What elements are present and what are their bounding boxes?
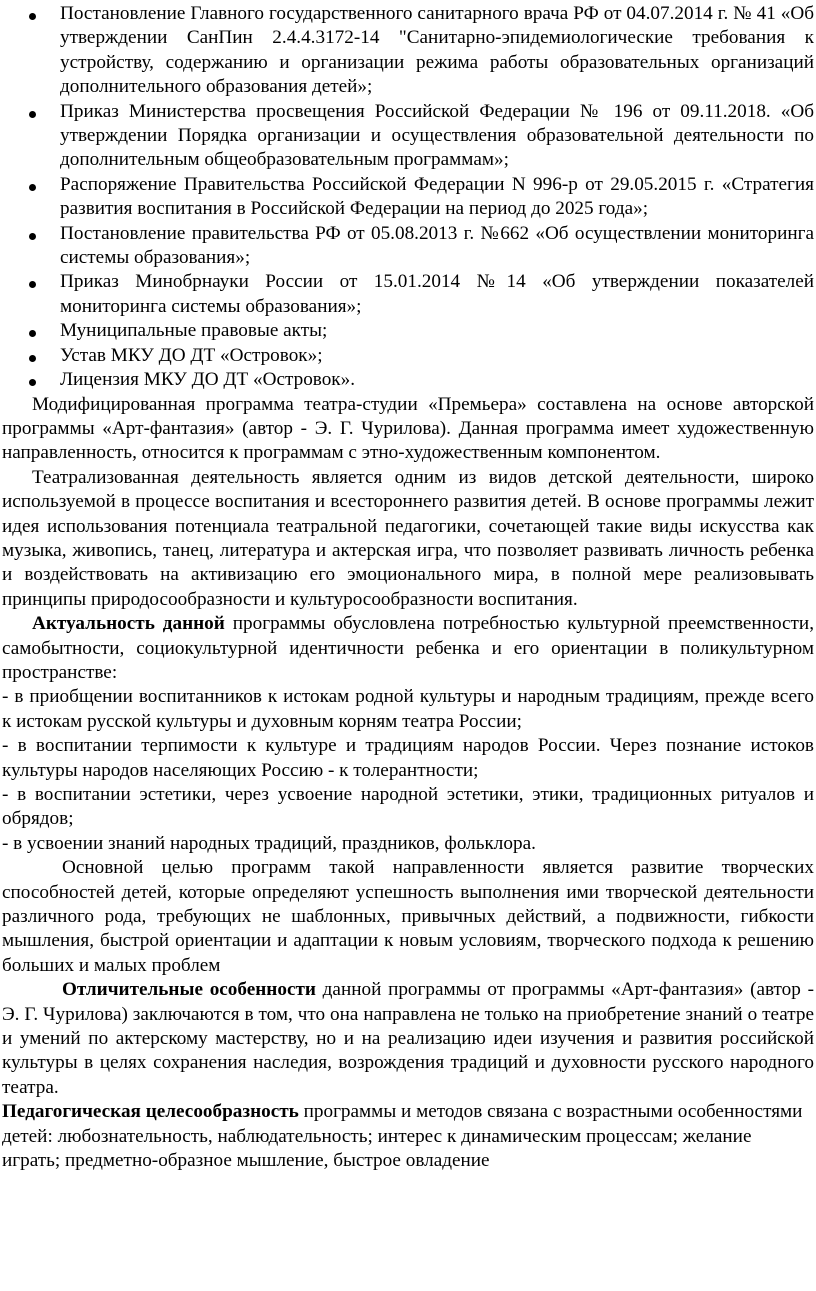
- list-item-text: Приказ Министерства просвещения Российской Федерации № 196 от 09.11.2018. «Об утверждении Порядка организации и осуществления образовательной деятельности по дополнительным общеобразовательным программам»;: [60, 100, 814, 171]
- relevance-text: программы обусловлена потребностью культурной преемственности, самобытности, социокультурной идентичности ребенка и его ориентации в поликультурном пространстве:: [2, 613, 814, 683]
- goal-paragraph: Основной целью программ такой направленности является развитие творческих способностей детей, которые определяют успешность выполнения ими творческой деятельности различного рода, требующих не шаблонных, привычных действий, а подвижности, гибкости мышления, быстрой ориентации и адаптации к новым условиям, творческого подхода к решению больших и малых проблем: [2, 857, 814, 976]
- dash-item: - в усвоении знаний народных традиций, праздников, фольклора.: [2, 832, 536, 854]
- dash-item: - в воспитании эстетики, через усвоение народной эстетики, этики, традиционных ритуалов и обрядов;: [2, 784, 814, 830]
- list-item: [0, 368, 816, 392]
- intro-paragraph: Модифицированная программа театра-студии «Премьера» составлена на основе авторской программы «Арт-фантазия» (автор - Э. Г. Чурилова). Данная программа имеет художественную направленность, относится к программам с этно-художественным компонентом.: [2, 393, 814, 464]
- bullet-icon: [29, 355, 36, 362]
- bullet-icon: [29, 330, 36, 337]
- relevance-paragraph: [0, 612, 816, 685]
- pedagogical-heading: Педагогическая целесообразность: [2, 1101, 299, 1123]
- dash-item: - в приобщении воспитанников к истокам родной культуры и народным традициям, прежде всего к истокам русской культуры и духовным корням театра России;: [2, 686, 814, 732]
- list-item-text: Лицензия МКУ ДО ДТ «Островок».: [60, 369, 356, 391]
- bullet-icon: [29, 281, 36, 288]
- document-body: [0, 2, 816, 1174]
- dash-item: - в воспитании терпимости к культуре и традициям народов России. Через познание истоков культуры народов населяющих Россию - к толерантности;: [2, 735, 814, 781]
- list-item-text: Постановление Главного государственного санитарного врача РФ от 04.07.2014 г. № 41 «Об утверждении СанПин 2.4.4.3172-14 "Санитарно-эпидемиологические требования к устройству, содержанию и организации режима работы образовательных организаций дополнительного образования детей»;: [60, 3, 814, 98]
- relevance-heading: Актуальность данной: [32, 613, 225, 635]
- list-item: [0, 270, 816, 319]
- bullet-icon: [29, 379, 36, 386]
- list-item-text: Устав МКУ ДО ДТ «Островок»;: [60, 344, 323, 366]
- list-item-text: Приказ Минобрнауки России от 15.01.2014 №14 «Об утверждении показателей мониторинга системы образования»;: [60, 271, 814, 317]
- legal-basis-list: [0, 2, 816, 393]
- bullet-icon: [29, 233, 36, 240]
- list-item-text: Муниципальные правовые акты;: [60, 320, 328, 342]
- bullet-icon: [29, 13, 36, 20]
- bullet-icon: [29, 184, 36, 191]
- distinct-paragraph: [0, 978, 816, 1100]
- list-item: [0, 2, 816, 100]
- list-item: [0, 319, 816, 343]
- pedagogical-paragraph: [0, 1100, 816, 1173]
- theatre-paragraph: Театрализованная деятельность является одним из видов детской деятельности, широко используемой в процессе воспитания и всестороннего развития детей. В основе программы лежит идея использования потенциала театральной педагогики, сочетающей такие виды искусства как музыка, живопись, танец, литература и актерская игра, что позволяет развивать личность ребенка и воздействовать на активизацию его эмоционального мира, в полной мере реализовывать принципы природосообразности и культуросообразности воспитания.: [2, 466, 814, 610]
- list-item: [0, 344, 816, 368]
- list-item: [0, 222, 816, 271]
- distinct-heading: Отличительные особенности: [62, 979, 316, 1001]
- bullet-icon: [29, 111, 36, 118]
- pedagogical-text: программы и методов связана с возрастными особенностями детей: любознательность, наблюдательность; интерес к динамическим процессам; желание играть; предметно-образное мышление, быстрое овладение: [2, 1101, 803, 1172]
- distinct-text: данной программы от программы «Арт-фантазия» (автор - Э. Г. Чурилова) заключаются в том, что она направлена не только на приобретение знаний о театре и умений по актерскому мастерству, но и на реализацию идеи изучения и развития российской культуры в целях сохранения наследия, возрождения традиций и духовности русского народного театра.: [2, 979, 814, 1098]
- list-item: [0, 100, 816, 173]
- list-item-text: Постановление правительства РФ от 05.08.2013 г. №662 «Об осуществлении мониторинга системы образования»;: [60, 222, 814, 269]
- list-item-text: Распоряжение Правительства Российской Федерации N 996-р от 29.05.2015 г. «Стратегия развития воспитания в Российской Федерации на период до 2025 года»;: [60, 173, 814, 220]
- list-item: [0, 173, 816, 222]
